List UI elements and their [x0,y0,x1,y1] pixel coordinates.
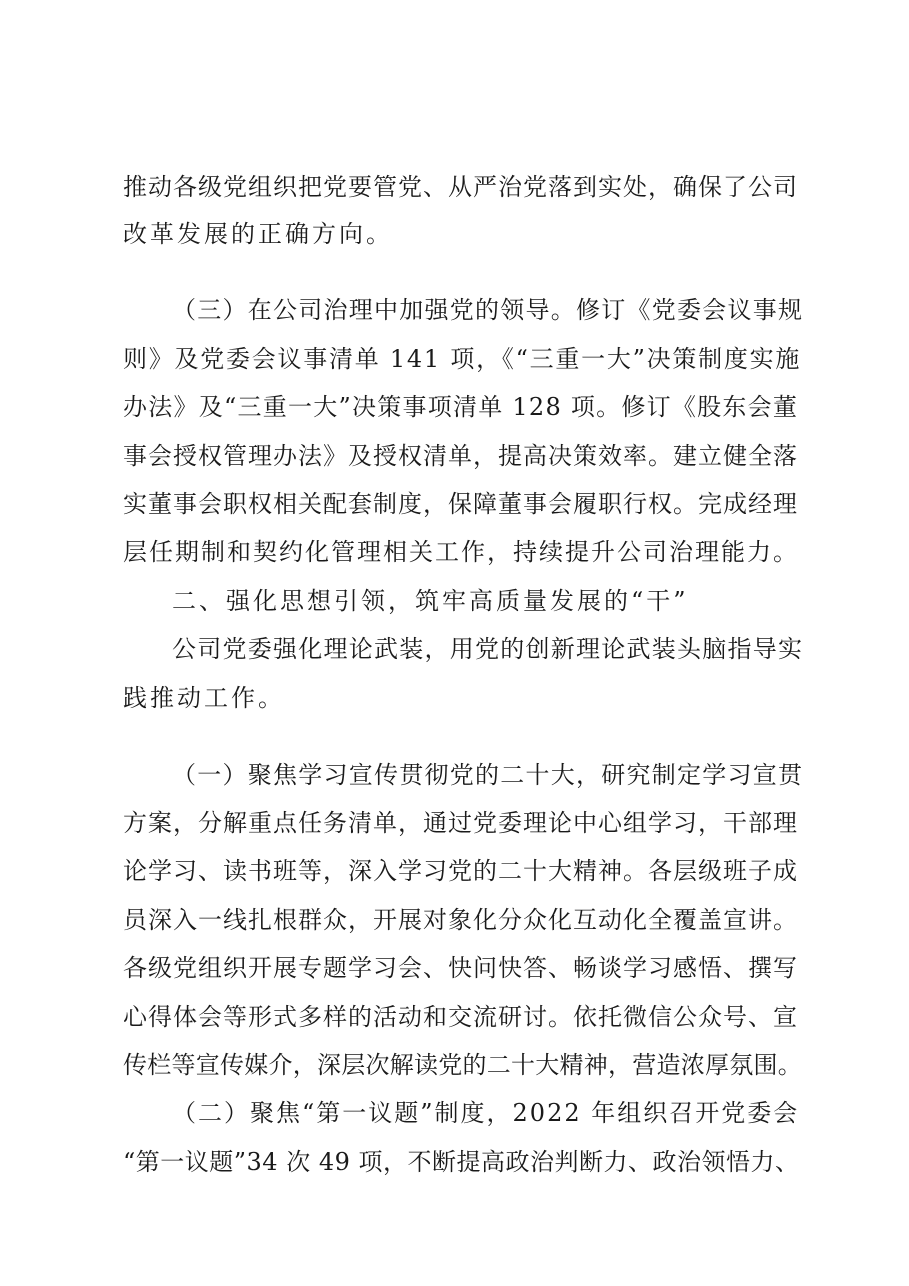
paragraph-line: 实董事会职权相关配套制度，保障董事会履职行权。完成经理 [123,490,798,518]
paragraph-line: 推动各级党组织把党要管党、从严治党落到实处，确保了公司 [123,173,798,201]
paragraph-line: 各级党组织开展专题学习会、快问快答、畅谈学习感悟、撰写 [123,954,798,982]
paragraph-line: 层任期制和契约化管理相关工作，持续提升公司治理能力。 [123,538,799,566]
paragraph-line: （二）聚焦“第一议题”制度，2022 年组织召开党委会 [172,1099,800,1127]
paragraph-line: 事会授权管理办法》及授权清单，提高决策效率。建立健全落 [123,442,798,470]
paragraph-line: 论学习、读书班等，深入学习党的二十大精神。各层级班子成 [123,857,798,885]
section-heading: 二、强化思想引领，筑牢高质量发展的“干” [172,587,689,615]
paragraph-line: 传栏等宣传媒介，深层次解读党的二十大精神，营造浓厚氛围。 [123,1051,802,1079]
paragraph-line: “第一议题”34 次 49 项，不断提高政治判断力、政治领悟力、 [123,1148,800,1176]
paragraph-line: 方案，分解重点任务清单，通过党委理论中心组学习，干部理 [123,809,798,837]
paragraph-line: 心得体会等形式多样的活动和交流研讨。依托微信公众号、宣 [123,1003,798,1031]
paragraph-line: 改革发展的正确方向。 [123,220,393,248]
paragraph-line: （一）聚焦学习宣传贯彻党的二十大，研究制定学习宣贯 [172,761,804,789]
paragraph-line: 公司党委强化理论武装，用党的创新理论武装头脑指导实 [172,635,804,663]
paragraph-line: 践推动工作。 [123,684,285,712]
paragraph-line: 办法》及“三重一大”决策事项清单 128 项。修订《股东会董 [123,393,799,421]
paragraph-line: 则》及党委会议事清单 141 项，《“三重一大”决策制度实施 [123,345,802,373]
paragraph-line: （三）在公司治理中加强党的领导。修订《党委会议事规 [172,296,804,324]
paragraph-line: 员深入一线扎根群众，开展对象化分众化互动化全覆盖宣讲。 [123,906,798,934]
